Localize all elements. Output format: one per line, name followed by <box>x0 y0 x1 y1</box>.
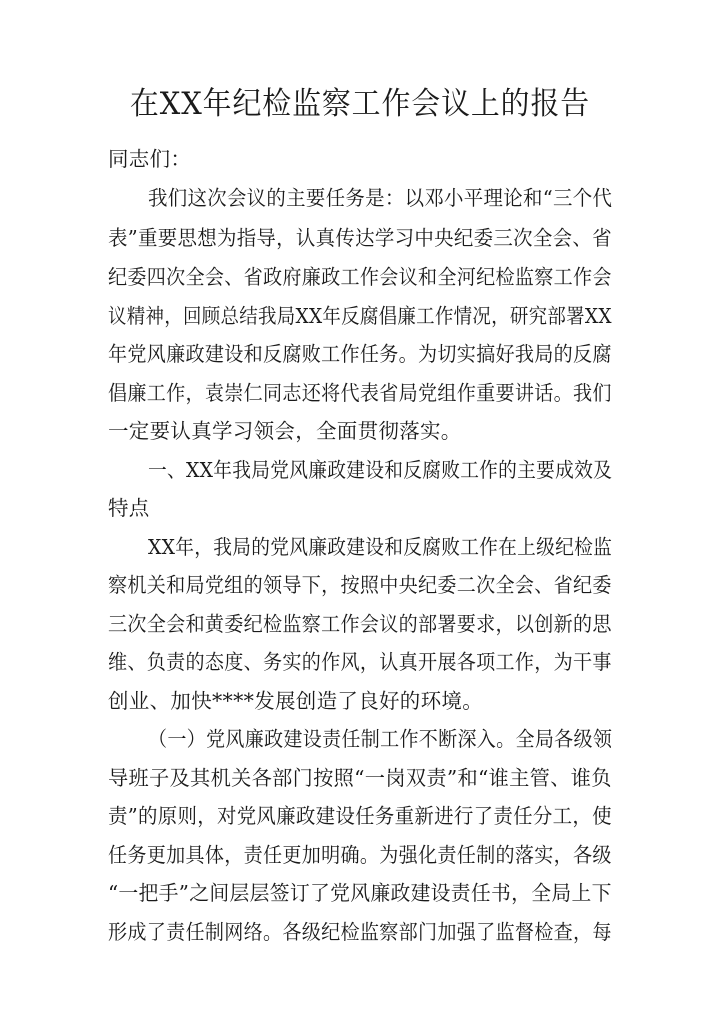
paragraph-line: 纪委四次全会、省政府廉政工作会议和全河纪检监察工作会 <box>108 265 612 289</box>
paragraph-line: 任务更加具体，责任更加明确。为强化责任制的落实，各级 <box>108 843 612 867</box>
paragraph-line: 议精神，回顾总结我局XX年反腐倡廉工作情况，研究部署XX <box>108 304 612 328</box>
paragraph-line: 表”重要思想为指导，认真传达学习中央纪委三次全会、省 <box>108 226 612 250</box>
paragraph-line: XX年，我局的党风廉政建设和反腐败工作在上级纪检监 <box>148 535 613 559</box>
paragraph-line: 维、负责的态度、务实的作风，认真开展各项工作，为干事 <box>108 650 612 674</box>
paragraph-line: （一）党风廉政建设责任制工作不断深入。全局各级领 <box>148 727 613 751</box>
paragraph-line: 三次全会和黄委纪检监察工作会议的部署要求，以创新的思 <box>108 612 612 636</box>
paragraph-line: 责”的原则，对党风廉政建设任务重新进行了责任分工，使 <box>108 804 612 828</box>
paragraph-line: 创业、加快****发展创造了良好的环境。 <box>108 689 483 713</box>
paragraph-line: 倡廉工作，袁崇仁同志还将代表省局党组作重要讲话。我们 <box>108 381 612 405</box>
section-heading-line: 一、XX年我局党风廉政建设和反腐败工作的主要成效及 <box>148 458 613 482</box>
paragraph-line: 一定要认真学习领会，全面贯彻落实。 <box>108 419 462 443</box>
salutation: 同志们： <box>108 147 192 171</box>
paragraph-line: 导班子及其机关各部门按照“一岗双责”和“谁主管、谁负 <box>108 766 612 790</box>
section-heading-line: 特点 <box>108 496 150 520</box>
paragraph-line: 形成了责任制网络。各级纪检监察部门加强了监督检查，每 <box>108 920 612 944</box>
document-title: 在XX年纪检监察工作会议上的报告 <box>129 86 591 122</box>
paragraph-line: 我们这次会议的主要任务是：以邓小平理论和“三个代 <box>148 186 613 210</box>
paragraph-line: “一把手”之间层层签订了党风廉政建设责任书，全局上下 <box>108 881 612 905</box>
paragraph-line: 年党风廉政建设和反腐败工作任务。为切实搞好我局的反腐 <box>108 342 612 366</box>
paragraph-line: 察机关和局党组的领导下，按照中央纪委二次全会、省纪委 <box>108 573 612 597</box>
